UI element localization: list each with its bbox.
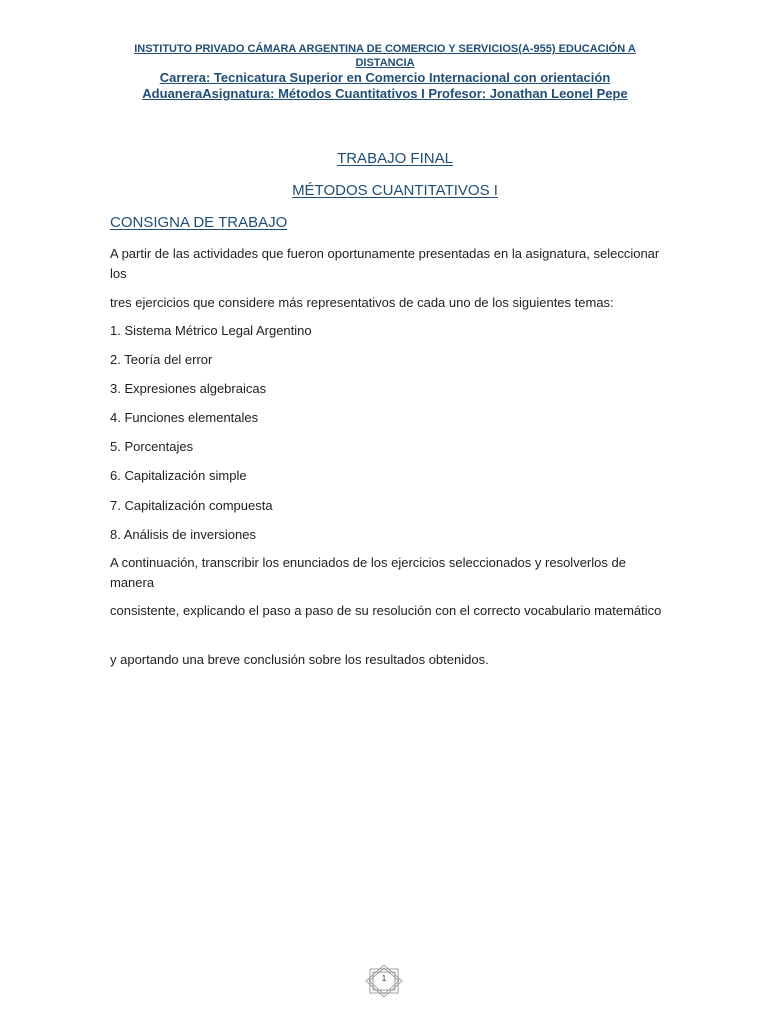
institution-name: INSTITUTO PRIVADO CÁMARA ARGENTINA DE COMERCIO Y SERVICIOS(A-955) EDUCACIÓN A DISTANCIA xyxy=(134,43,636,69)
list-item: 1. Sistema Métrico Legal Argentino xyxy=(110,323,312,338)
list-item: 3. Expresiones algebraicas xyxy=(110,381,267,397)
topics-list xyxy=(110,321,665,554)
list-item: 2. Teoría del error xyxy=(110,352,213,368)
list-item: 5. Porcentajes xyxy=(110,439,194,455)
career-line-2: AduaneraAsignatura: Métodos Cuantitativos I Profesor: Jonathan Leonel Pepe xyxy=(142,86,628,101)
list-item: 8. Análisis de inversiones xyxy=(110,526,256,542)
document-subtitle: MÉTODOS CUANTITATIVOS I xyxy=(292,182,498,199)
page-number: 1 xyxy=(381,974,387,983)
list-item: 4. Funciones elementales xyxy=(110,410,259,426)
paragraph-conclusion: y aportando una breve conclusión sobre los resultados obtenidos. xyxy=(110,652,489,667)
paragraph-intro: A partir de las actividades que fueron oportunamente presentadas en la asignatura, seleccionar los xyxy=(110,246,660,281)
page-number-badge xyxy=(364,964,404,998)
paragraph-instructions: A continuación, transcribir los enunciados de los ejercicios seleccionados y resolverlos de manera xyxy=(110,555,626,590)
document-title: TRABAJO FINAL xyxy=(337,150,453,167)
paragraph-explanation: consistente, explicando el paso a paso de su resolución con el correcto vocabulario matemático xyxy=(110,603,662,618)
list-item: 6. Capitalización simple xyxy=(110,468,247,484)
paragraph-topics-intro: tres ejercicios que considere más representativos de cada uno de los siguientes temas: xyxy=(110,295,614,310)
career-line-1: Carrera: Tecnicatura Superior en Comercio Internacional con orientación xyxy=(159,70,611,85)
document-header xyxy=(110,42,660,102)
section-heading: CONSIGNA DE TRABAJO xyxy=(110,214,288,231)
list-item: 7. Capitalización compuesta xyxy=(110,497,273,513)
